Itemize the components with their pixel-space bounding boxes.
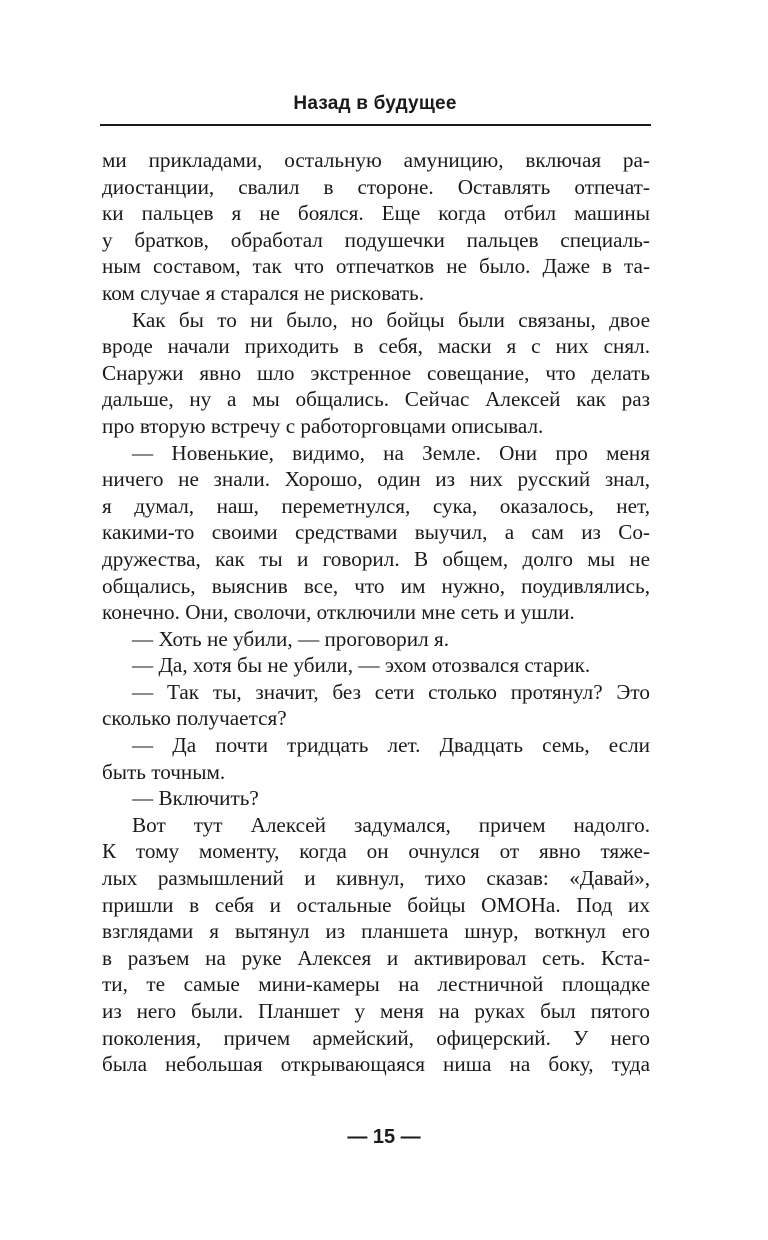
text-line: ти, те самые мини-камеры на лестничной площадке: [102, 972, 650, 997]
text-line: дальше, ну а мы общались. Сейчас Алексей как раз: [102, 387, 650, 412]
text-line: — Да, хотя бы не убили, — эхом отозвался старик.: [132, 653, 591, 678]
text-line: ки пальцев я не боялся. Еще когда отбил машины: [102, 201, 650, 226]
text-line: я думал, наш, переметнулся, сука, оказалось, нет,: [102, 493, 650, 518]
text-line: пришли в себя и остальные бойцы ОМОНа. Под их: [102, 892, 650, 917]
text-line: про вторую встречу с работорговцами описывал.: [102, 413, 544, 438]
text-line: в разъем на руке Алексея и активировал сеть. Кста-: [102, 945, 650, 970]
text-line: вроде начали приходить в себя, маски я с них снял.: [102, 334, 650, 359]
text-line: — Хоть не убили, — проговорил я.: [132, 626, 450, 651]
text-line: — Так ты, значит, без сети столько протянул? Это: [132, 679, 650, 704]
text-line: поколения, причем армейский, офицерский. У него: [102, 1025, 650, 1050]
text-line: быть точным.: [102, 759, 226, 784]
text-line: из него были. Планшет у меня на руках был пятого: [102, 999, 650, 1023]
text-line: у братков, обработал подушечки пальцев специаль-: [102, 227, 650, 252]
header-rule: [100, 124, 651, 126]
text-line: была небольшая открывающаяся ниша на боку, туда: [102, 1052, 650, 1077]
page-number: — 15 —: [347, 1126, 421, 1148]
running-header: Назад в будущее: [293, 93, 457, 114]
text-line: Вот тут Алексей задумался, причем надолго.: [132, 812, 650, 837]
text-line: дружества, как ты и говорил. В общем, долго мы не: [102, 546, 650, 571]
text-line: Снаружи явно шло экстренное совещание, что делать: [102, 360, 650, 385]
text-line: лых размышлений и кивнул, тихо сказав: «Давай»,: [102, 866, 650, 891]
text-line: сколько получается?: [102, 706, 287, 731]
text-line: — Да почти тридцать лет. Двадцать семь, если: [132, 733, 650, 758]
text-line: — Включить?: [132, 786, 259, 811]
text-line: Как бы то ни было, но бойцы были связаны, двое: [132, 307, 650, 332]
text-line: К тому моменту, когда он очнулся от явно тяже-: [102, 839, 650, 864]
text-line: конечно. Они, сволочи, отключили мне сеть и ушли.: [102, 600, 575, 625]
text-line: взглядами я вытянул из планшета шнур, воткнул его: [102, 919, 650, 944]
text-line: ным составом, так что отпечатков не было. Даже в та-: [102, 254, 650, 279]
body-text: [102, 147, 650, 1078]
text-line: ничего не знали. Хорошо, один из них русский знал,: [102, 467, 650, 492]
text-line: — Новенькие, видимо, на Земле. Они про меня: [132, 440, 650, 465]
text-line: ми прикладами, остальную амуницию, включая ра-: [102, 148, 650, 172]
text-line: общались, выяснив все, что им нужно, поудивлялись,: [102, 573, 650, 598]
text-line: ком случае я старался не рисковать.: [102, 280, 425, 305]
text-line: какими-то своими средствами выучил, а сам из Со-: [102, 520, 650, 545]
text-line: диостанции, свалил в стороне. Оставлять отпечат-: [102, 174, 650, 199]
